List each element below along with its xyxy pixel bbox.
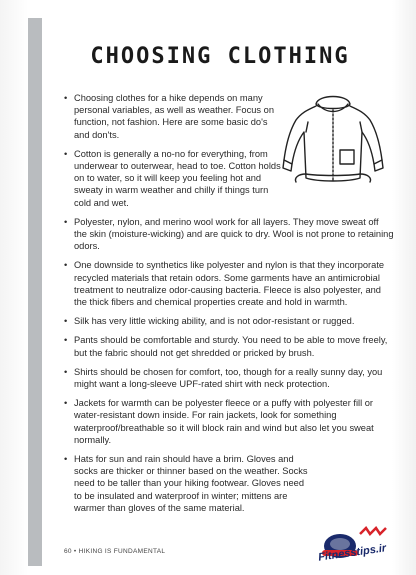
bullet-symbol: • [64, 454, 68, 465]
bullet-symbol: • [64, 93, 68, 103]
page-gutter-left [0, 0, 28, 575]
bullet-text: Shirts should be chosen for comfort, too, though for a really sunny day, you might want a long-sleeve UPF-rated shirt with neck protection. [74, 366, 383, 390]
list-item [64, 366, 394, 390]
page-edge-right [392, 0, 416, 575]
list-item [64, 92, 284, 141]
list-item [64, 315, 394, 327]
bullet-text: Silk has very little wicking ability, and is not odor-resistant or rugged. [74, 316, 355, 327]
bullet-symbol: • [64, 316, 68, 327]
bullet-symbol: • [64, 260, 68, 271]
list-item [64, 334, 394, 358]
list-item [64, 216, 394, 253]
bullet-symbol: • [64, 148, 68, 159]
bullet-text: Polyester, nylon, and merino wool work for all layers. They move sweat off the skin (moisture-wicking) and are quick to dry. Wool is not prone to retaining odors. [74, 216, 394, 252]
page-title: CHOOSING CLOTHING [90, 44, 350, 69]
clothing-tips-list [64, 92, 394, 521]
bullet-symbol: • [64, 366, 68, 377]
bullet-symbol: • [64, 335, 68, 346]
bullet-text: Choosing clothes for a hike depends on many personal variables, as well as weather. Focus on function, not fashion. Here are some basic do's and don'ts. [74, 93, 274, 140]
bullet-symbol: • [64, 398, 68, 409]
list-item [64, 453, 310, 514]
bullet-text: Pants should be comfortable and sturdy. You need to be able to move freely, but the fabric should not get shredded or pricked by brush. [74, 335, 388, 358]
bullet-text: One downside to synthetics like polyester and nylon is that they incorporate recycled materials that retain odors. Some garments have an antimicrobial treatment to neutralize odor-causing bacteria. Fleece is also polyester, and the thick fibers and chemical properties create and hold in warmth. [74, 260, 385, 308]
bullet-text: Cotton is generally a no-no for everything, from underwear to outerwear, head to toe. Cotton holds on to water, so it will keep you feeling hot and sweaty in warm weather and chilly if things turn cold and wet. [74, 148, 281, 208]
list-item [64, 148, 284, 209]
side-bar [28, 18, 42, 566]
list-item [64, 259, 394, 308]
list-item [64, 397, 394, 446]
bullet-symbol: • [64, 216, 68, 227]
bullet-text: Hats for sun and rain should have a brim. Gloves and socks are thicker or thinner based on the weather. Socks need to be taller than your hiking footwear. Gloves need to be insulated and waterproof in winter; mittens are warmer than gloves of the same material. [74, 454, 308, 513]
page-footer: 60 • HIKING IS FUNDAMENTAL [64, 548, 166, 555]
watermark-text: Fitnesstips.ir [317, 542, 387, 564]
bullet-text: Jackets for warmth can be polyester fleece or a puffy with polyester fill or water-resistant down inside. For rain jackets, look for something waterproof/breathable so it will block rain and wind but also let you sweat normally. [74, 398, 374, 445]
